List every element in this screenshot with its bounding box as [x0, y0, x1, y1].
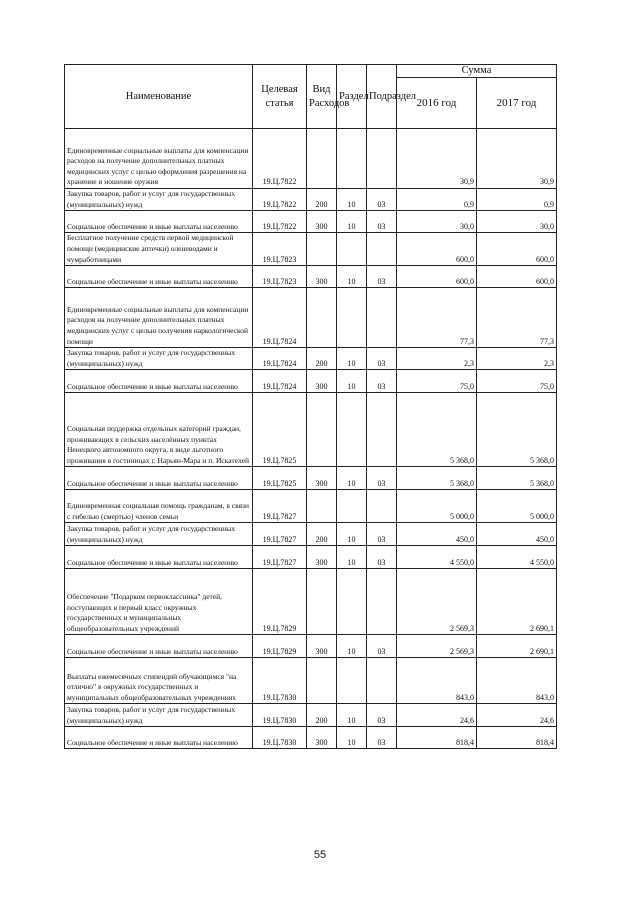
row-section	[337, 129, 367, 189]
row-expense-type: 200	[307, 348, 337, 370]
row-expense-type	[307, 288, 337, 348]
header-expense-type: Вид Расходов	[307, 65, 337, 129]
row-amount-2016: 30,0	[397, 211, 477, 233]
row-subsection	[367, 233, 397, 266]
row-name: Социальное обеспечение и иные выплаты населению	[65, 546, 253, 569]
row-target-article: 19.Ц.7822	[253, 211, 307, 233]
row-subsection: 03	[367, 211, 397, 233]
row-amount-2017: 2 690,1	[477, 569, 557, 635]
row-subsection	[367, 129, 397, 189]
row-name: Единовременные социальные выплаты для компенсации расходов на получение дополнительных платных медицинских услуг с целью оформления разрешения на хранение и ношение оружия	[65, 129, 253, 189]
row-name: Социальное обеспечение и иные выплаты населению	[65, 467, 253, 490]
table-row	[65, 370, 557, 393]
row-name: Обеспечение "Подарком первоклассника" детей, поступающих в первый класс окружных государственных и муниципальных общеобразовательных учреждений	[65, 569, 253, 635]
row-target-article: 19.Ц.7824	[253, 288, 307, 348]
table-row	[65, 546, 557, 569]
table-row	[65, 635, 557, 658]
row-amount-2016: 30,9	[397, 129, 477, 189]
row-name: Закупка товаров, работ и услуг для государственных (муниципальных) нужд	[65, 348, 253, 370]
row-expense-type: 200	[307, 523, 337, 546]
row-amount-2017: 77,3	[477, 288, 557, 348]
row-expense-type	[307, 569, 337, 635]
header-name: Наименование	[65, 65, 253, 129]
row-section: 10	[337, 704, 367, 727]
row-amount-2016: 2 569,3	[397, 569, 477, 635]
row-amount-2016: 843,0	[397, 658, 477, 704]
row-name: Социальное обеспечение и иные выплаты населению	[65, 266, 253, 288]
row-amount-2017: 75,0	[477, 370, 557, 393]
row-expense-type: 300	[307, 266, 337, 288]
row-target-article: 19.Ц.7822	[253, 189, 307, 211]
row-target-article: 19.Ц.7830	[253, 727, 307, 749]
row-section: 10	[337, 266, 367, 288]
row-target-article: 19.Ц.7830	[253, 658, 307, 704]
row-amount-2017: 600,0	[477, 233, 557, 266]
table-row	[65, 211, 557, 233]
row-section: 10	[337, 189, 367, 211]
row-amount-2016: 2,3	[397, 348, 477, 370]
row-subsection: 03	[367, 348, 397, 370]
row-expense-type: 300	[307, 370, 337, 393]
row-amount-2017: 2 690,1	[477, 635, 557, 658]
page-number: 55	[313, 849, 327, 861]
row-target-article: 19.Ц.7827	[253, 490, 307, 523]
header-year-2017: 2017 год	[477, 78, 557, 129]
table-row	[65, 233, 557, 266]
row-subsection: 03	[367, 370, 397, 393]
row-section: 10	[337, 546, 367, 569]
row-amount-2017: 5 368,0	[477, 393, 557, 467]
row-target-article: 19.Ц.7822	[253, 129, 307, 189]
table-row	[65, 658, 557, 704]
table-row	[65, 129, 557, 189]
row-target-article: 19.Ц.7827	[253, 523, 307, 546]
row-name: Единовременная социальная помощь гражданам, в связи с гибелью (смертью) членов семьи	[65, 490, 253, 523]
row-amount-2016: 2 569,3	[397, 635, 477, 658]
row-section: 10	[337, 635, 367, 658]
row-amount-2016: 5 368,0	[397, 393, 477, 467]
row-amount-2016: 450,0	[397, 523, 477, 546]
row-amount-2016: 818,4	[397, 727, 477, 749]
row-expense-type: 300	[307, 467, 337, 490]
row-amount-2016: 600,0	[397, 233, 477, 266]
row-subsection	[367, 288, 397, 348]
row-amount-2017: 30,0	[477, 211, 557, 233]
row-expense-type	[307, 393, 337, 467]
row-name: Бесплатное получение средств первой медицинской помощи (медицинские аптечки) оленеводами и чумработницами	[65, 233, 253, 266]
row-subsection: 03	[367, 467, 397, 490]
row-expense-type: 300	[307, 635, 337, 658]
row-expense-type: 300	[307, 546, 337, 569]
row-expense-type: 300	[307, 211, 337, 233]
row-section	[337, 490, 367, 523]
header-subsection: Подраздел	[367, 65, 397, 129]
row-name: Социальное обеспечение и иные выплаты населению	[65, 635, 253, 658]
row-amount-2017: 5 368,0	[477, 467, 557, 490]
table-row	[65, 393, 557, 467]
row-target-article: 19.Ц.7829	[253, 569, 307, 635]
row-target-article: 19.Ц.7824	[253, 370, 307, 393]
header-sum: Сумма	[397, 65, 557, 78]
row-section: 10	[337, 523, 367, 546]
row-subsection: 03	[367, 704, 397, 727]
row-amount-2017: 5 000,0	[477, 490, 557, 523]
row-subsection: 03	[367, 523, 397, 546]
row-name: Социальная поддержка отдельных категорий граждан, проживающих в сельских населённых пунктах Ненецкого автономного округа, в виде льготного проживания в гостиницах г. Нарьян-Мара и п. Искателей	[65, 393, 253, 467]
row-expense-type: 300	[307, 727, 337, 749]
row-target-article: 19.Ц.7830	[253, 704, 307, 727]
row-amount-2016: 0,9	[397, 189, 477, 211]
table-row	[65, 569, 557, 635]
header-target-article: Целевая статья	[253, 65, 307, 129]
row-name: Социальное обеспечение и иные выплаты населению	[65, 370, 253, 393]
row-amount-2016: 75,0	[397, 370, 477, 393]
row-amount-2017: 843,0	[477, 658, 557, 704]
row-amount-2017: 0,9	[477, 189, 557, 211]
row-section	[337, 393, 367, 467]
table-row	[65, 523, 557, 546]
row-amount-2017: 4 550,0	[477, 546, 557, 569]
row-amount-2016: 24,6	[397, 704, 477, 727]
row-amount-2017: 600,0	[477, 266, 557, 288]
row-target-article: 19.Ц.7827	[253, 546, 307, 569]
table-body	[65, 129, 557, 749]
header-year-2016: 2016 год	[397, 78, 477, 129]
row-expense-type	[307, 233, 337, 266]
row-expense-type	[307, 129, 337, 189]
row-amount-2017: 450,0	[477, 523, 557, 546]
table-header	[65, 65, 557, 129]
row-section: 10	[337, 467, 367, 490]
row-section: 10	[337, 727, 367, 749]
row-name: Социальное обеспечение и иные выплаты населению	[65, 727, 253, 749]
row-section	[337, 658, 367, 704]
table-row	[65, 288, 557, 348]
row-subsection: 03	[367, 546, 397, 569]
row-target-article: 19.Ц.7823	[253, 233, 307, 266]
table-row	[65, 704, 557, 727]
row-subsection: 03	[367, 189, 397, 211]
row-name: Выплаты ежемесячных стипендий обучающимся "на отлично" в окружных государственных и муниципальных общеобразовательных учреждениях	[65, 658, 253, 704]
row-subsection: 03	[367, 635, 397, 658]
row-amount-2017: 818,4	[477, 727, 557, 749]
row-amount-2016: 4 550,0	[397, 546, 477, 569]
row-amount-2016: 5 368,0	[397, 467, 477, 490]
row-section	[337, 288, 367, 348]
row-name: Закупка товаров, работ и услуг для государственных (муниципальных) нужд	[65, 704, 253, 727]
row-name: Социальное обеспечение и иные выплаты населению	[65, 211, 253, 233]
budget-table	[64, 64, 557, 749]
row-section: 10	[337, 370, 367, 393]
row-expense-type	[307, 490, 337, 523]
table-row	[65, 490, 557, 523]
row-target-article: 19.Ц.7825	[253, 393, 307, 467]
row-subsection	[367, 393, 397, 467]
table-row	[65, 189, 557, 211]
table-row	[65, 727, 557, 749]
row-target-article: 19.Ц.7823	[253, 266, 307, 288]
row-amount-2016: 77,3	[397, 288, 477, 348]
row-name: Закупка товаров, работ и услуг для государственных (муниципальных) нужд	[65, 189, 253, 211]
row-amount-2017: 30,9	[477, 129, 557, 189]
row-subsection	[367, 490, 397, 523]
row-amount-2017: 24,6	[477, 704, 557, 727]
table-row	[65, 348, 557, 370]
row-section	[337, 569, 367, 635]
row-target-article: 19.Ц.7829	[253, 635, 307, 658]
row-target-article: 19.Ц.7824	[253, 348, 307, 370]
row-section: 10	[337, 211, 367, 233]
row-amount-2017: 2,3	[477, 348, 557, 370]
row-subsection: 03	[367, 266, 397, 288]
row-expense-type: 200	[307, 189, 337, 211]
row-target-article: 19.Ц.7825	[253, 467, 307, 490]
table-row	[65, 266, 557, 288]
header-section: Раздел	[337, 65, 367, 129]
row-expense-type: 200	[307, 704, 337, 727]
row-expense-type	[307, 658, 337, 704]
row-name: Единовременные социальные выплаты для компенсации расходов на получение дополнительных платных медицинских услуг с целью получения наркологической помощи	[65, 288, 253, 348]
row-subsection: 03	[367, 727, 397, 749]
row-subsection	[367, 569, 397, 635]
table-row	[65, 467, 557, 490]
row-section	[337, 233, 367, 266]
row-name: Закупка товаров, работ и услуг для государственных (муниципальных) нужд	[65, 523, 253, 546]
row-subsection	[367, 658, 397, 704]
row-section: 10	[337, 348, 367, 370]
row-amount-2016: 5 000,0	[397, 490, 477, 523]
row-amount-2016: 600,0	[397, 266, 477, 288]
